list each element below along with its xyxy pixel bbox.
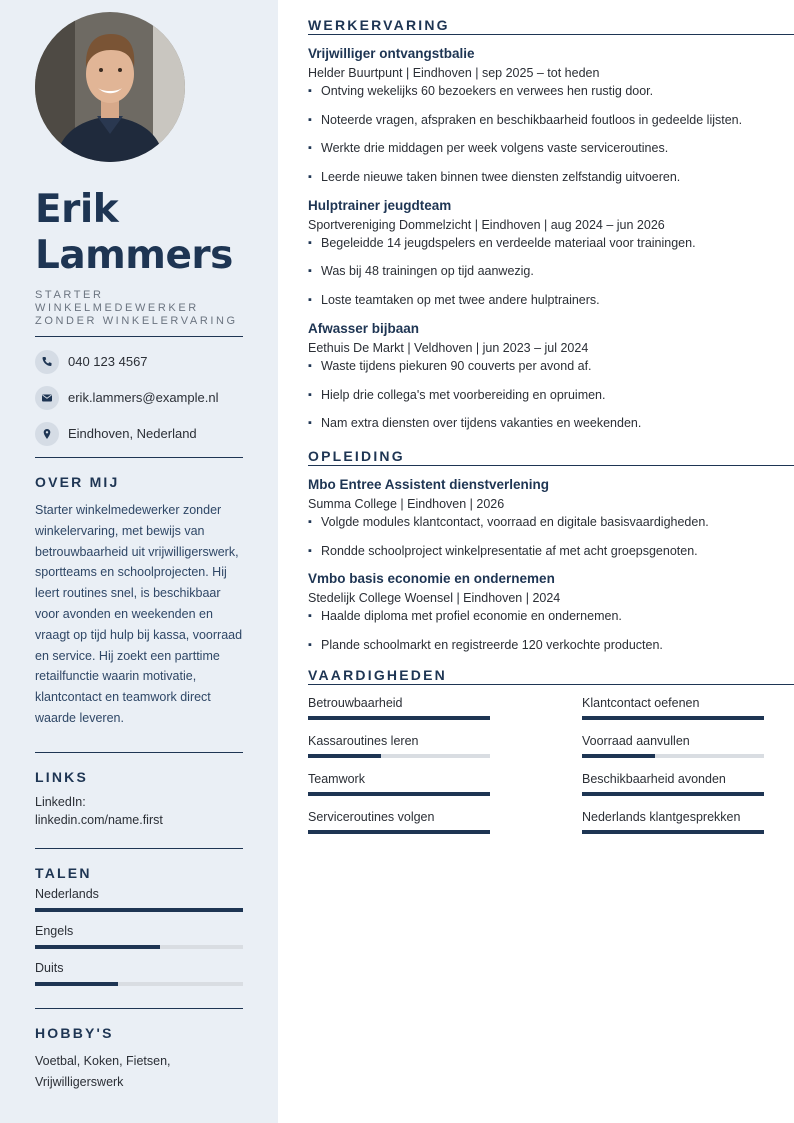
education-title-item: Mbo Entree Assistent dienstverlening [308, 476, 550, 492]
profile-photo [35, 12, 185, 162]
language-level-fill [35, 982, 118, 986]
skill-item [308, 810, 582, 834]
hobbies-section [35, 1025, 243, 1093]
divider [35, 848, 243, 849]
skill-label: Kassaroutines leren [308, 733, 419, 748]
job-title: Afwasser bijbaan [308, 320, 420, 336]
skill-level-bar [308, 792, 490, 796]
language-level-bar [35, 982, 243, 986]
skill-label: Beschikbaarheid avonden [582, 771, 726, 786]
skill-label: Betrouwbaarheid [308, 695, 403, 710]
location-text: Eindhoven, Nederland [68, 426, 197, 441]
hobbies-text: Voetbal, Koken, Fietsen, Vrijwilligerswerk [35, 1053, 171, 1089]
language-label: Nederlands [35, 886, 99, 901]
skill-level-bar [582, 716, 764, 720]
job-entry [308, 198, 794, 308]
bullet-item: ▪ Volgde modules klantcontact, voorraad en digitale basisvaardigheden. [308, 514, 794, 530]
links-title: LINKS [35, 768, 88, 785]
skill-item [582, 734, 794, 758]
education-meta: Summa College | Eindhoven | 2026 [308, 496, 505, 511]
skill-level-fill [308, 716, 490, 720]
bullet-item: ▪ Hielp drie collega's met voorbereiding en opruimen. [308, 387, 794, 403]
links-section [35, 769, 243, 829]
full-name [35, 187, 243, 279]
languages-section [35, 865, 243, 986]
bullet-item: ▪ Begeleidde 14 jeugdspelers en verdeelde materiaal voor trainingen. [308, 235, 794, 251]
job-bullets [308, 358, 794, 431]
bullet-item: ▪ Noteerde vragen, afspraken en beschikbaarheid foutloos in gedeelde lijsten. [308, 112, 794, 128]
divider [35, 1008, 243, 1009]
education-meta: Stedelijk College Woensel | Eindhoven | 2024 [308, 591, 561, 606]
bullet-item: ▪ Waste tijdens piekuren 90 couverts per avond af. [308, 358, 794, 374]
education-section [308, 444, 794, 653]
bullet-item: ▪ Haalde diploma met profiel economie en ondernemen. [308, 608, 794, 624]
job-entry [308, 46, 794, 185]
contact-location [35, 421, 243, 446]
last-name: Lammers [35, 233, 233, 278]
headline-line: WINKELMEDEWERKER [35, 302, 199, 314]
skill-level-bar [582, 830, 764, 834]
mail-icon [35, 386, 59, 410]
skill-level-bar [582, 754, 764, 758]
skill-item [308, 772, 582, 796]
about-section [35, 474, 243, 729]
about-title: OVER MIJ [35, 474, 120, 490]
language-level-bar [35, 908, 243, 912]
section-rule [308, 34, 794, 35]
skill-label: Serviceroutines volgen [308, 809, 435, 824]
headline-line: ZONDER WINKELERVARING [35, 315, 238, 327]
job-bullets [308, 83, 794, 185]
job-title: Vrijwilliger ontvangstbalie [308, 46, 475, 61]
job-meta: Helder Buurtpunt | Eindhoven | sep 2025 – tot heden [308, 66, 600, 80]
bullet-item: ▪ Leerde nieuwe taken binnen twee diensten zelfstandig uitvoeren. [308, 169, 794, 185]
languages-title: TALEN [35, 864, 92, 881]
language-list [35, 887, 243, 986]
phone-number[interactable]: 040 123 4567 [68, 354, 148, 369]
skill-item [308, 696, 582, 720]
divider [35, 457, 243, 458]
about-text: Starter winkelmedewerker zonder winkelervaring, met bewijs van betrouwbaarheid uit vrijwilligerswerk, sportteams en schoolprojecten. Hij leert routines snel, is beschikbaar voor avonden en weekenden en vraagt op tijd hulp bij kassa, voorraad en service. Hij zoekt een parttime retailfunctie waarin motivatie, klantcontact en teamwork direct waarde leveren. [35, 503, 243, 725]
main-content [308, 0, 794, 848]
language-item [35, 887, 243, 912]
contact-phone [35, 349, 243, 374]
headline-line: STARTER [35, 289, 104, 301]
experience-title: WERKERVARING [308, 17, 450, 33]
bullet-item: ▪ Plande schoolmarkt en registreerde 120 verkochte producten. [308, 637, 794, 653]
email-address[interactable]: erik.lammers@example.nl [68, 390, 219, 405]
skill-level-bar [582, 792, 764, 796]
location-pin-icon [35, 422, 59, 446]
education-bullets [308, 608, 794, 653]
education-title-item: Vmbo basis economie en ondernemen [308, 571, 555, 587]
job-bullets [308, 235, 794, 308]
skills-section [308, 666, 794, 848]
divider [35, 752, 243, 753]
bullet-item: ▪ Was bij 48 trainingen op tijd aanwezig. [308, 263, 794, 279]
job-meta: Eethuis De Markt | Veldhoven | jun 2023 – jul 2024 [308, 340, 589, 355]
language-level-bar [35, 945, 243, 949]
education-entry [308, 571, 794, 653]
job-meta: Sportvereniging Dommelzicht | Eindhoven | aug 2024 – jun 2026 [308, 217, 665, 232]
job-title: Hulptrainer jeugdteam [308, 197, 452, 213]
skill-label: Voorraad aanvullen [582, 733, 690, 748]
bullet-item: ▪ Ontving wekelijks 60 bezoekers en verwees hen rustig door. [308, 83, 794, 99]
first-name: Erik [35, 187, 119, 232]
skill-item [308, 734, 582, 758]
skills-title: VAARDIGHEDEN [308, 666, 447, 683]
sidebar [0, 0, 278, 1123]
skill-level-fill [582, 716, 764, 720]
language-item [35, 924, 243, 949]
links-content [35, 793, 243, 829]
contact-email [35, 385, 243, 410]
headline [35, 289, 243, 328]
linkedin-link[interactable]: linkedin.com/name.first [35, 812, 163, 827]
language-level-fill [35, 945, 160, 949]
experience-section [308, 0, 794, 431]
skill-label: Klantcontact oefenen [582, 695, 700, 710]
divider [35, 336, 243, 337]
skill-level-bar [308, 716, 490, 720]
skill-level-fill [582, 754, 655, 758]
link-label: LinkedIn: [35, 794, 86, 809]
language-item [35, 961, 243, 986]
skill-item [582, 810, 794, 834]
section-rule [308, 684, 794, 685]
education-bullets [308, 514, 794, 559]
education-entry [308, 477, 794, 559]
skills-grid [308, 696, 794, 848]
bullet-item: ▪ Werkte drie middagen per week volgens vaste serviceroutines. [308, 140, 794, 156]
contact-list [35, 349, 243, 446]
bullet-item: ▪ Rondde schoolproject winkelpresentatie af met acht groepsgenoten. [308, 543, 794, 559]
bullet-item: ▪ Nam extra diensten over tijdens vakanties en weekenden. [308, 415, 794, 431]
bullet-item: ▪ Loste teamtaken op met twee andere hulptrainers. [308, 292, 794, 308]
skill-level-fill [582, 792, 764, 796]
phone-icon [35, 350, 59, 374]
language-label: Engels [35, 923, 74, 938]
hobbies-title: HOBBY'S [35, 1024, 114, 1041]
education-title: OPLEIDING [308, 447, 405, 464]
language-label: Duits [35, 960, 64, 975]
skill-label: Nederlands klantgesprekken [582, 809, 741, 824]
skill-level-fill [582, 830, 764, 834]
section-rule [308, 465, 794, 466]
skill-label: Teamwork [308, 771, 365, 786]
skill-level-bar [308, 830, 490, 834]
job-entry [308, 321, 794, 431]
skill-level-fill [308, 792, 490, 796]
skill-item [582, 772, 794, 796]
skill-level-fill [308, 754, 381, 758]
language-level-fill [35, 908, 243, 912]
skill-item [582, 696, 794, 720]
skill-level-bar [308, 754, 490, 758]
skill-level-fill [308, 830, 490, 834]
